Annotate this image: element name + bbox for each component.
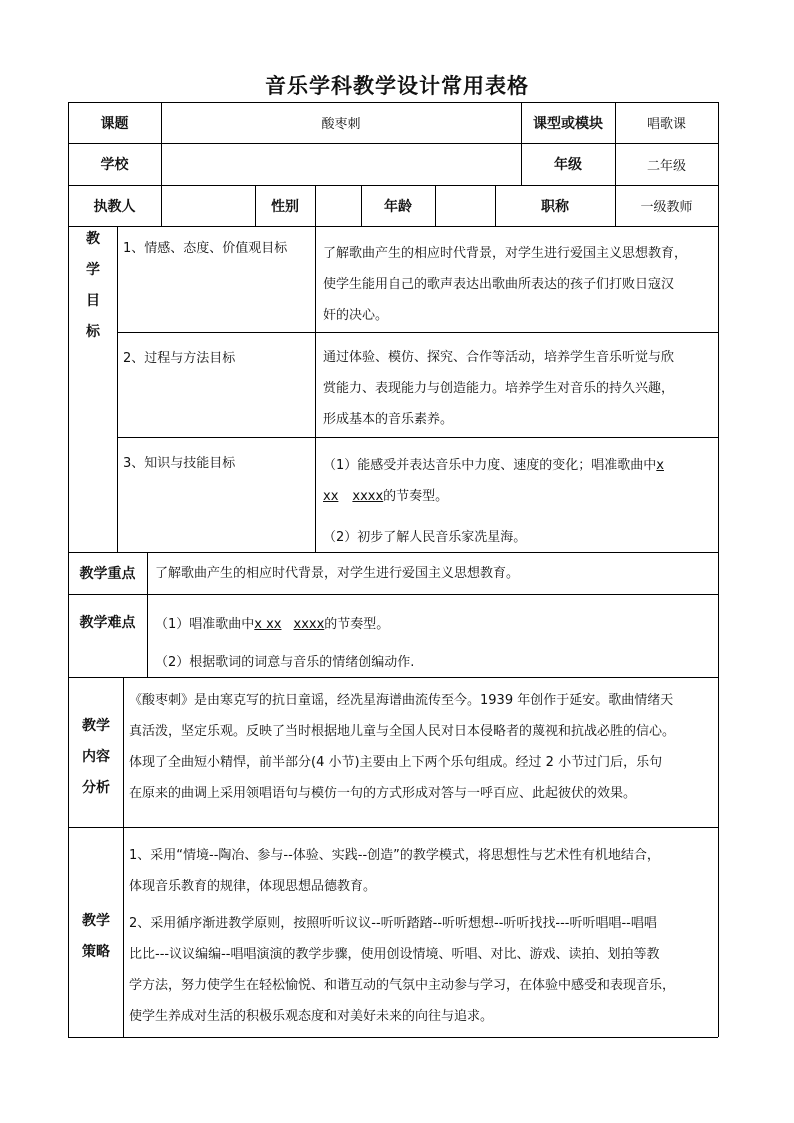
difficulties-line-1 [155,606,414,644]
goals-label-char: 目 [86,293,100,309]
school-value [161,143,521,185]
table-border-bottom [68,1037,718,1038]
school-label: 学校 [100,157,129,173]
content-analysis-label-line: 分析 [82,780,110,796]
col-divider [117,226,118,552]
strategy-line: 1、采用“情境--陶冶、参与--体验、实践--创造”的教学模式，将思想性与艺术性有机地结合， [129,848,660,863]
rhythm-notation: xxxx [352,489,384,504]
difficulties-line-1-text: （1）唱准歌曲中 [155,617,255,632]
age-value [435,185,495,226]
rhythm-notation: x [656,458,664,473]
strategy-text [129,840,675,1032]
table-border-right [718,102,719,1037]
goal-1-line: 奸的决心。 [323,308,389,323]
topic-value: 酸枣刺 [321,117,361,132]
goal-3-text [323,450,664,553]
difficulties-line-2: （2）根据歌词的词意与音乐的情绪创编动作. [155,655,415,670]
strategy-line: 体现音乐教育的规律，体现思想品德教育。 [129,879,377,894]
strategy-line: 学方法，努力使学生在轻松愉悦、和谐互动的气氛中主动参与学习，在体验中感受和表现音乐， [129,978,676,993]
gender-label: 性别 [271,198,299,215]
goals-label-char: 学 [86,262,100,278]
gender-value [315,185,361,226]
goal-3-label: 3、知识与技能目标 [123,456,236,471]
rhythm-notation: x xx [254,617,282,632]
goal-3-line-2 [323,481,664,512]
row-divider [68,226,718,227]
type-label: 课型或模块 [533,115,603,132]
key-points-label: 教学重点 [79,566,136,582]
content-analysis-text [129,685,675,809]
content-analysis-label-line: 教学 [82,718,110,734]
content-analysis-line: 在原来的曲调上采用领唱语句与模仿一句的方式形成对答与一呼百应、此起彼伏的效果。 [129,786,637,801]
goal-2-label: 2、过程与方法目标 [123,351,236,366]
topic-label: 课题 [100,115,129,132]
difficulties-text [155,606,414,682]
row-divider [68,594,718,595]
goal-divider [117,437,718,438]
content-analysis-label-line: 内容 [82,749,110,765]
goal-divider [117,332,718,333]
goal-3-line-3: （2）初步了解人民音乐家冼星海。 [323,530,527,545]
content-analysis-line: 真活泼，坚定乐观。反映了当时根据地儿童与全国人民对日本侵略者的蔑视和抗战必胜的信心。 [129,724,676,739]
goals-label-char: 标 [86,324,100,340]
goal-2-line: 形成基本的音乐素养。 [323,412,454,427]
key-points-text: 了解歌曲产生的相应时代背景，对学生进行爱国主义思想教育。 [155,566,520,581]
page-title: 音乐学科教学设计常用表格 [265,73,529,98]
goal-1-line: 使学生能用自己的歌声表达出歌曲所表达的孩子们打败日寇汉 [323,277,675,292]
strategy-label-line: 策略 [82,944,110,960]
rhythm-notation: xx [323,489,339,504]
grade-value: 二年级 [646,158,686,174]
goal-1-text [323,238,687,331]
col-divider [123,677,124,1037]
difficulties-line-1-post: 的节奏型。 [324,617,390,632]
rhythm-notation: xxxx [293,617,325,632]
strategy-line: 使学生养成对生活的积极乐观态度和对美好未来的向往与追求。 [129,1009,494,1024]
goal-2-text [323,342,674,435]
strategy-line: 比比---议议编编--唱唱演演的教学步骤，使用创设情境、听唱、对比、游戏、读拍、划拍等教 [129,947,660,962]
goal-1-label: 1、情感、态度、价值观目标 [123,241,288,256]
content-analysis-label [76,711,116,804]
goal-2-line: 通过体验、模仿、探究、合作等活动，培养学生音乐听觉与欣 [323,350,675,365]
type-value: 唱歌课 [646,117,686,132]
row-divider [68,827,718,828]
strategy-label [76,906,116,968]
teacher-value [161,185,255,226]
grade-label: 年级 [554,157,582,173]
difficulties-label: 教学难点 [79,615,136,631]
content-analysis-line: 《酸枣刺》是由寒克写的抗日童谣，经冼星海谱曲流传至今。1939 年创作于延安。歌曲情绪天 [129,693,674,708]
goal-2-line: 赏能力、表现能力与创造能力。培养学生对音乐的持久兴趣， [323,381,675,396]
strategy-line: 2、采用循序渐进教学原则，按照听听议议--听听踏踏--听听想想--听听找找---听听唱唱--唱唱 [129,916,657,931]
lesson-plan-table [68,102,718,1037]
goal-1-line: 了解歌曲产生的相应时代背景，对学生进行爱国主义思想教育， [323,246,688,261]
job-title-label: 职称 [541,198,569,215]
goal-3-line-1 [323,450,664,481]
goal-3-line-1-text: （1）能感受并表达音乐中力度、速度的变化；唱准歌曲中 [323,458,657,473]
content-analysis-line: 体现了全曲短小精悍，前半部分(4 小节)主要由上下两个乐句组成。经过 2 小节过门后，乐句 [129,755,663,770]
job-title-value: 一级教师 [640,200,693,215]
teacher-label: 执教人 [93,198,136,215]
col-divider [147,552,148,677]
goals-label [73,224,113,348]
col-divider [315,226,316,552]
strategy-label-line: 教学 [82,913,110,929]
goal-3-line-2-text: 的节奏型。 [383,489,449,504]
goals-label-char: 教 [86,231,100,247]
age-label: 年龄 [384,198,412,215]
